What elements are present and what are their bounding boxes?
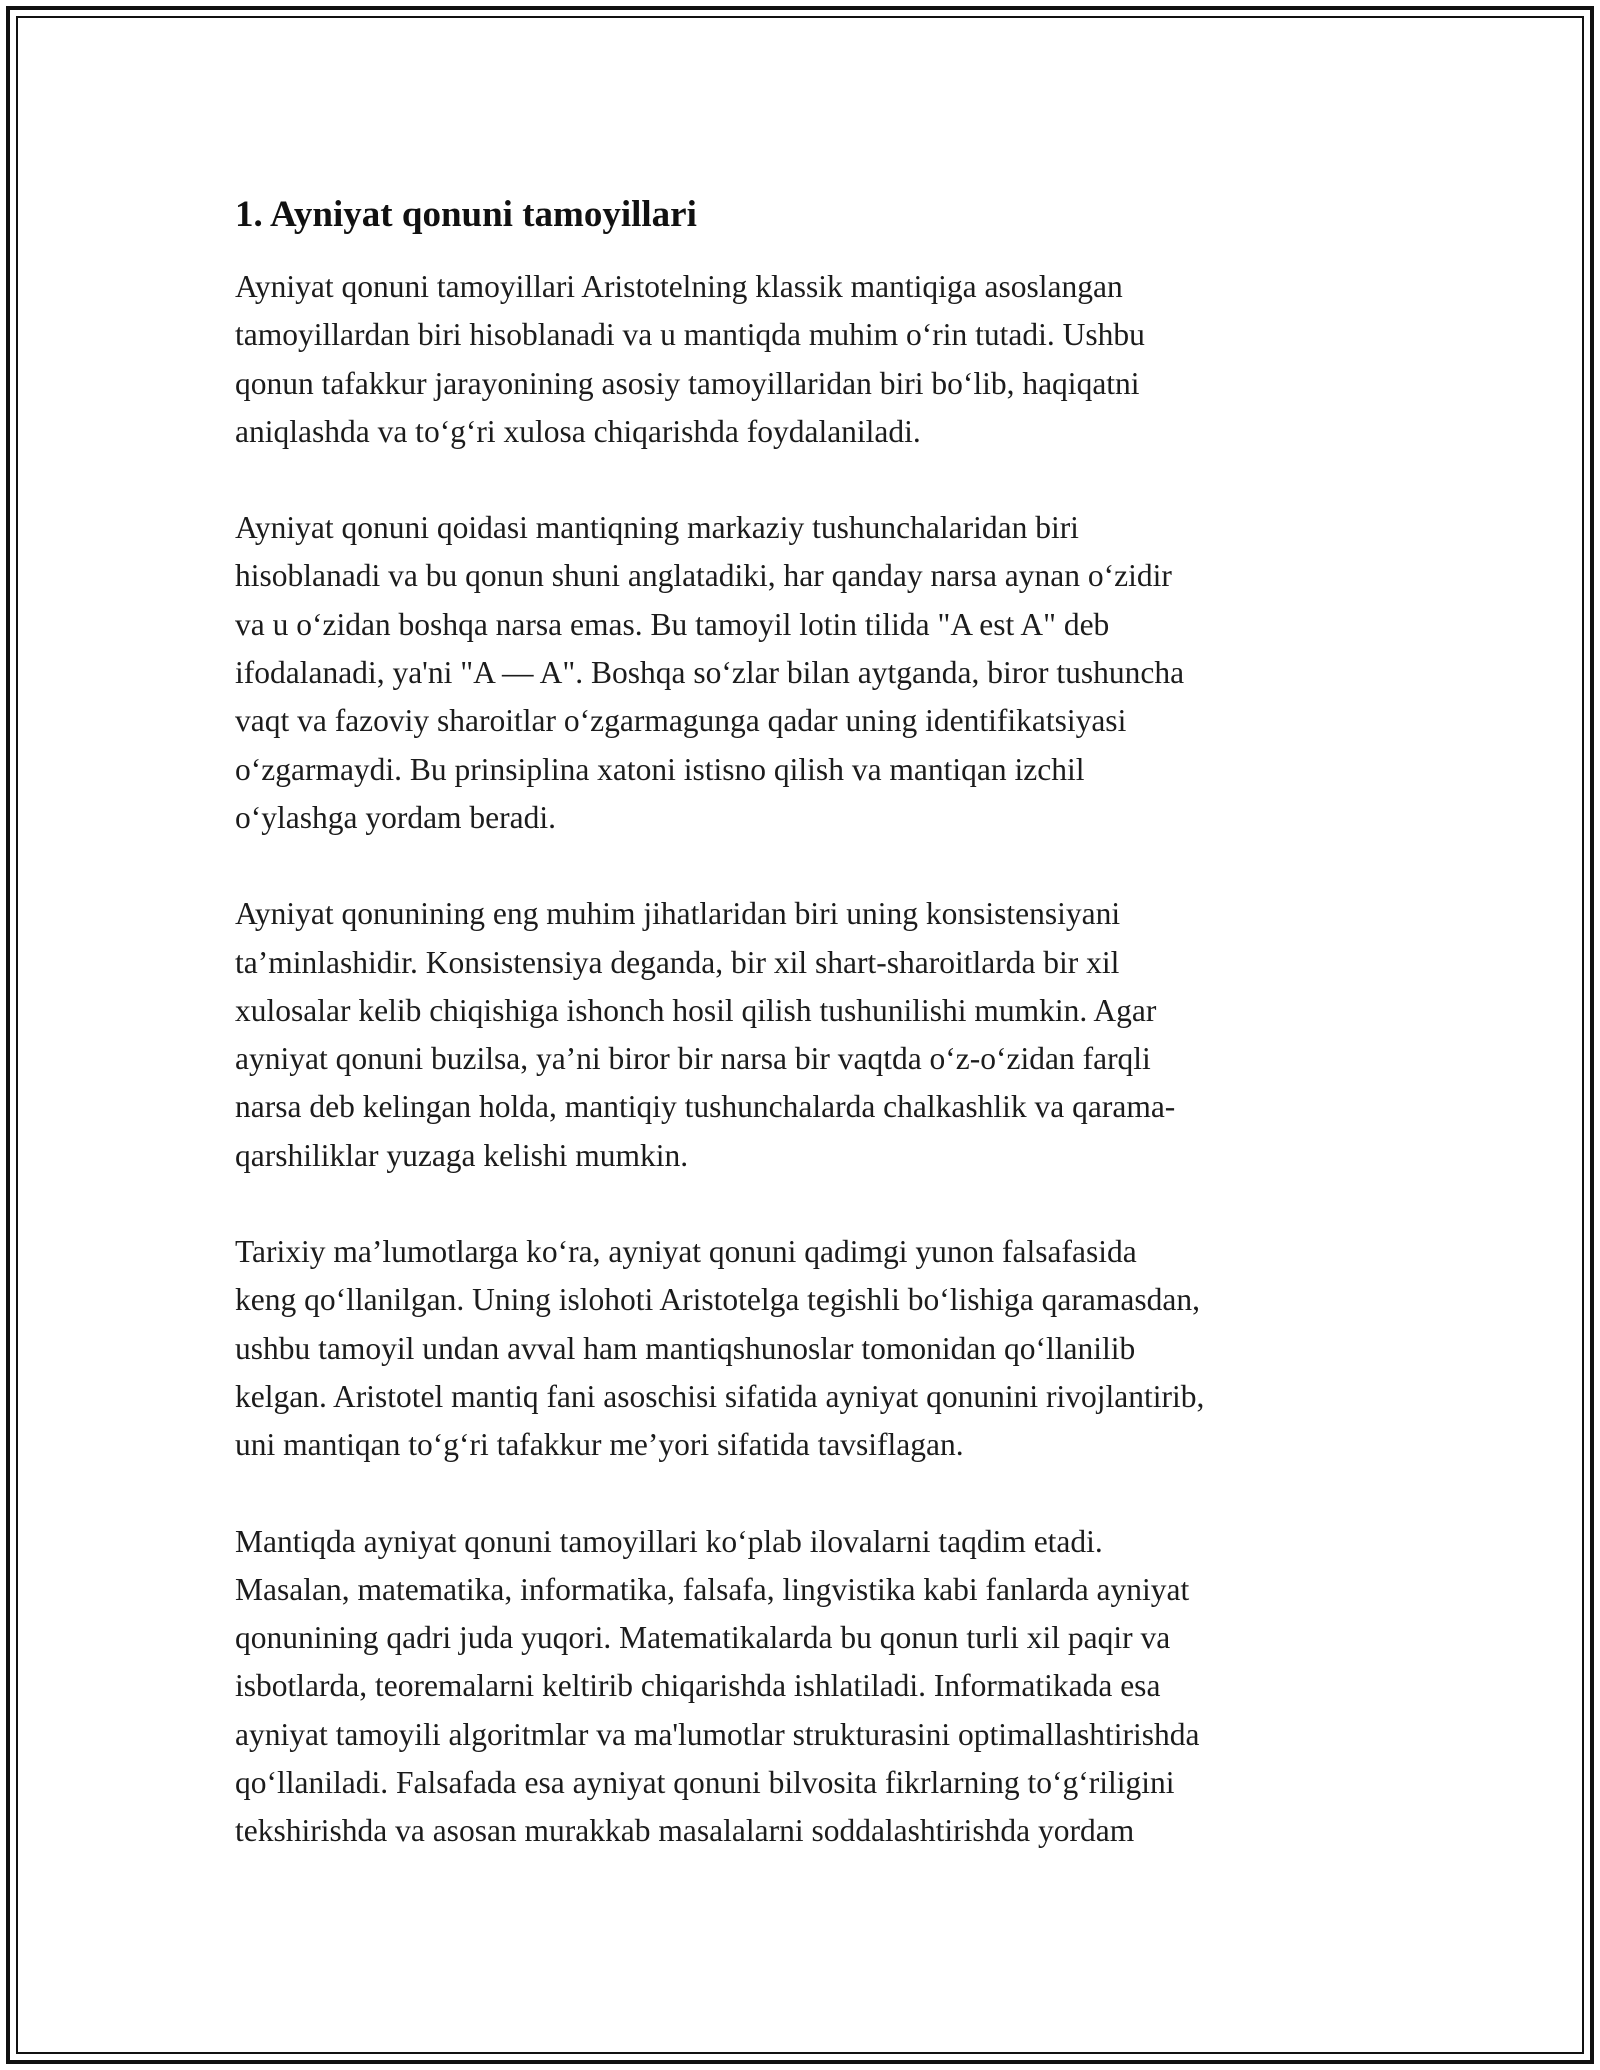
paragraph-line: Ayniyat qonunining eng muhim jihatlaridan biri uning konsistensiyani [235,896,1121,932]
paragraph-line: qonunining qadri juda yuqori. Matematikalarda bu qonun turli xil paqir va [235,1620,1171,1656]
paragraph-line: ifodalanadi, ya'ni "A — A". Boshqa so‘zlar bilan aytganda, biror tushuncha [235,655,1185,691]
paragraph-list [235,263,1385,1856]
paragraph-line: isbotlarda, teoremalarni keltirib chiqarishda ishlatiladi. Informatikada esa [235,1668,1161,1704]
document-title: 1. Ayniyat qonuni tamoyillari [235,194,697,235]
document-body [235,185,1385,1856]
paragraph-line: aniqlashda va to‘g‘ri xulosa chiqarishda foydalaniladi. [235,413,921,449]
paragraph-line: tekshirishda va asosan murakkab masalalarni soddalashtirishda yordam [235,1813,1135,1849]
paragraph-line: keng qo‘llanilgan. Uning islohoti Aristotelga tegishli bo‘lishiga qaramasdan, [235,1282,1200,1318]
paragraph-line: qarshiliklar yuzaga kelishi mumkin. [235,1137,689,1173]
paragraph-line: tamoyillardan biri hisoblanadi va u mantiqda muhim o‘rin tutadi. Ushbu [235,317,1145,353]
paragraph-line: Ayniyat qonuni tamoyillari Aristotelning klassik mantiqiga asoslangan [235,269,1123,304]
paragraph-line: Masalan, matematika, informatika, falsafa, lingvistika kabi fanlarda ayniyat [235,1571,1190,1607]
paragraph-line: o‘ylashga yordam beradi. [235,799,557,835]
paragraph-line: hisoblanadi va bu qonun shuni anglatadiki, har qanday narsa aynan o‘zidir [235,558,1172,594]
paragraph-line: Ayniyat qonuni qoidasi mantiqning markaziy tushunchalaridan biri [235,510,1079,546]
paragraph-line: vaqt va fazoviy sharoitlar o‘zgarmagunga qadar uning identifikatsiyasi [235,703,1127,739]
paragraph-line: uni mantiqan to‘g‘ri tafakkur me’yori sifatida tavsiflagan. [235,1427,964,1463]
paragraph-line: qonun tafakkur jarayonining asosiy tamoyillaridan biri bo‘lib, haqiqatni [235,365,1140,401]
paragraph [235,1228,1385,1469]
paragraph-line: ayniyat qonuni buzilsa, ya’ni biror bir narsa bir vaqtda o‘z-o‘zidan farqli [235,1041,1151,1077]
paragraph-line: qo‘llaniladi. Falsafada esa ayniyat qonuni bilvosita fikrlarning to‘g‘riligini [235,1765,1175,1801]
paragraph-line: o‘zgarmaydi. Bu prinsiplina xatoni istisno qilish va mantiqan izchil [235,751,1085,787]
paragraph-line: Mantiqda ayniyat qonuni tamoyillari ko‘plab ilovalarni taqdim etadi. [235,1523,1103,1559]
paragraph [235,1518,1385,1856]
paragraph-line: narsa deb kelingan holda, mantiqiy tushunchalarda chalkashlik va qarama- [235,1089,1176,1125]
paragraph [235,263,1385,456]
paragraph-line: va u o‘zidan boshqa narsa emas. Bu tamoyil lotin tilida "A est A" deb [235,606,1110,642]
paragraph-line: ushbu tamoyil undan avval ham mantiqshunoslar tomonidan qo‘llanilib [235,1330,1136,1366]
paragraph-line: Tarixiy ma’lumotlarga ko‘ra, ayniyat qonuni qadimgi yunon falsafasida [235,1234,1137,1270]
paragraph [235,890,1385,1180]
paragraph-line: kelgan. Aristotel mantiq fani asoschisi sifatida ayniyat qonunini rivojlantirib, [235,1378,1205,1414]
paragraph-line: ta’minlashidir. Konsistensiya deganda, bir xil shart-sharoitlarda bir xil [235,944,1120,980]
paragraph [235,504,1385,842]
paragraph-line: xulosalar kelib chiqishiga ishonch hosil qilish tushunilishi mumkin. Agar [235,992,1157,1028]
paragraph-line: ayniyat tamoyili algoritmlar va ma'lumotlar strukturasini optimallashtirishda [235,1716,1200,1752]
